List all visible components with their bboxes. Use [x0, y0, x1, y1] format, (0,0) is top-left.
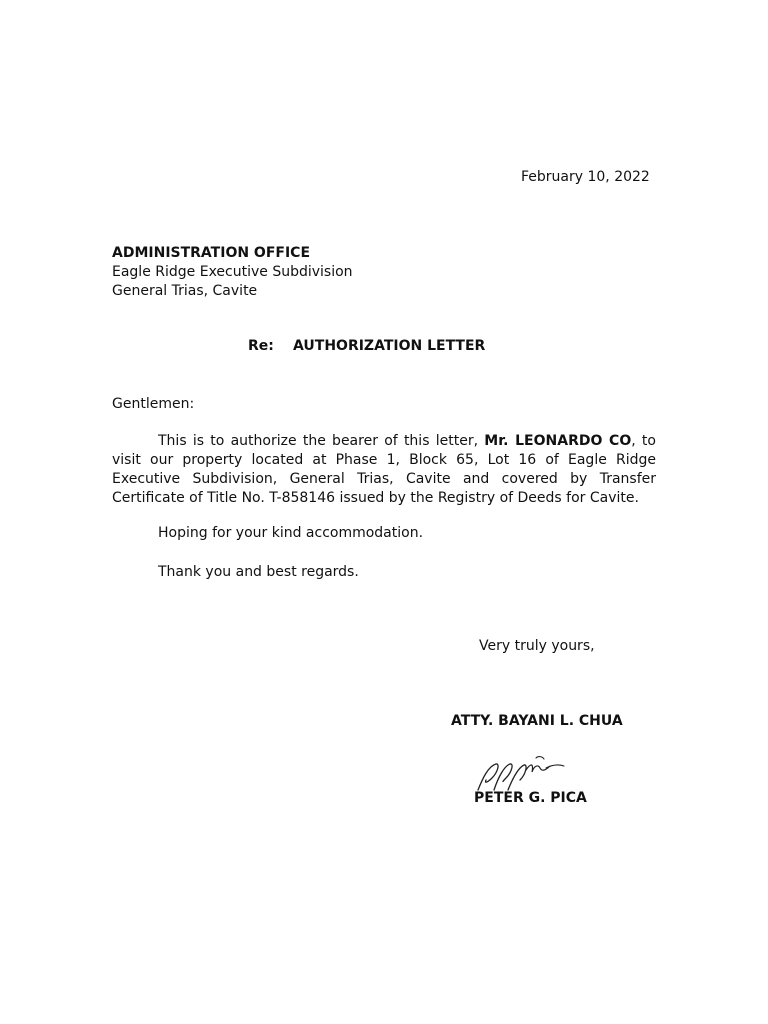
recipient-line-1: Eagle Ridge Executive Subdivision: [112, 264, 353, 280]
recipient-address: [112, 244, 353, 301]
body-part-1: This is to authorize the bearer of this letter,: [158, 433, 485, 449]
signatory-2: PETER G. PICA: [474, 790, 587, 806]
recipient-office: ADMINISTRATION OFFICE: [112, 245, 311, 261]
paragraph-2: Hoping for your kind accommodation.: [158, 525, 424, 541]
bearer-name: Mr. LEONARDO CO: [484, 433, 632, 449]
re-label: Re:: [248, 338, 274, 354]
re-subject: AUTHORIZATION LETTER: [293, 338, 486, 354]
recipient-line-2: General Trias, Cavite: [112, 283, 258, 299]
closing: Very truly yours,: [479, 638, 595, 654]
body-part-2: , to visit our property located at Phase 1, Block 65, Lot 16 of Eagle Ridge Executive Subdivision, General Trias, Cavite and covered by Transfer Certificate of Title No. T-858146 issued by the Registry of Deeds for Cavite.: [112, 433, 656, 506]
body-paragraph: [112, 432, 656, 508]
paragraph-3: Thank you and best regards.: [158, 564, 359, 580]
signatory-1: ATTY. BAYANI L. CHUA: [451, 713, 623, 729]
letter-date: February 10, 2022: [521, 169, 650, 185]
salutation: Gentlemen:: [112, 396, 195, 412]
handwritten-signature: [472, 750, 568, 794]
